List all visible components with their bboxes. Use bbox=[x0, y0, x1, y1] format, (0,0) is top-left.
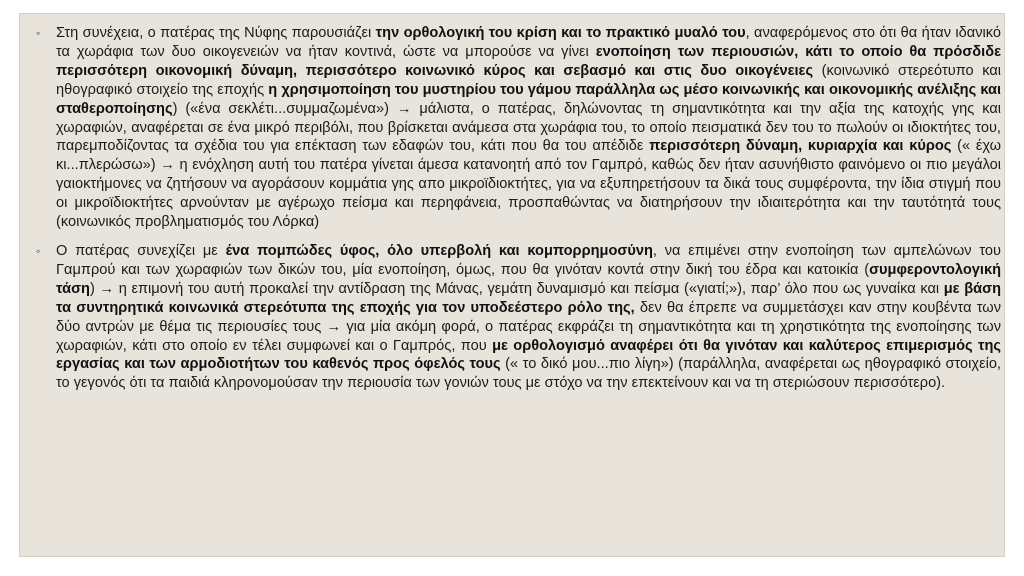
text-run: μάλιστα, ο πατέρας, δηλώνοντας τη σημαντικότητα και την αξία της κατοχής γης και χωραφιών, αναφέρεται σε ένα μικρό περιβόλι, που βρίσκεται ανάμεσα στα χωράφια του, το οποίο πεισματικά δεν του το πωλούν οι ιδιοκτήτες του, παρεμποδίζοντας τα σχέδια του για επέκταση των εδαφών του, κάτι που θα του απέδιδε bbox=[56, 100, 1001, 155]
bold-text-run: → bbox=[326, 318, 342, 335]
bullet-list bbox=[34, 24, 1001, 393]
paragraph-text bbox=[56, 25, 1001, 230]
text-run: δεν θα έπρεπε να συμμετάσχει καν στην κουβέντα των δύο αντρών με θέμα τις περιουσίες τους bbox=[56, 299, 1001, 335]
bold-text-run: ενοποίηση των περιουσιών, κάτι το οποίο θα πρόσδιδε περισσότερη οικονομική δύναμη, περισσότερο κοινωνικό κύρος και σεβασμό και στις δυο οικογένειες bbox=[56, 43, 1001, 79]
text-run: , αναφερόμενος στο ότι θα ήταν ιδανικό τα χωράφια των δυο οικογενειών να ήταν κοντινά, ώστε να μπορούσε να γίνει bbox=[56, 25, 1001, 60]
text-run: Στη συνέχεια, ο πατέρας της Νύφης παρουσιάζει bbox=[56, 25, 376, 41]
text-run: ) («ένα σεκλέτι...συμμαζωμένα») bbox=[172, 100, 397, 117]
bullet-paragraph bbox=[34, 242, 1001, 393]
text-run: (κοινωνικό στερεότυπο και ηθογραφικό στοιχείο της εποχής bbox=[56, 62, 1001, 98]
hollow-bullet-icon: ◦ bbox=[36, 243, 41, 258]
bold-text-run: περισσότερη δύναμη, κυριαρχία και κύρος bbox=[649, 138, 952, 155]
paragraph-text bbox=[56, 243, 1001, 391]
bold-text-run: με βάση τα συντηρητικά κοινωνικά στερεότυπα της εποχής για τον υποδεέστερο ρόλο της, bbox=[56, 280, 1002, 316]
bullet-paragraph bbox=[34, 24, 1001, 232]
text-run: (« το δικό μου...πιο λίγη») (παράλληλα, αναφέρεται ως ηθογραφικό στοιχείο, το γεγονός ότι τα παιδιά κληρονομούσαν την περιουσία των γονιών τους με στόχο να την επεκτείνουν και να τη στεριώσουν περισσότερο). bbox=[56, 356, 1001, 392]
bold-text-run: την ορθολογική του κρίση και το πρακτικό μυαλό του bbox=[375, 25, 746, 41]
bold-text-run: συμφεροντολογική τάση bbox=[56, 261, 1001, 297]
text-run: (« έχω κι...πλερώσω») bbox=[56, 138, 1001, 174]
bold-text-run: με ορθολογισμό αναφέρει ότι θα γινόταν και καλύτερος επιμερισμός της εργασίας και των αρμοδιοτήτων του καθενός προς όφελός τους bbox=[56, 337, 1001, 373]
text-run: , να επιμένει στην ενοποίηση των αμπελώνων του Γαμπρού και των χωραφιών των δικών του, μία ενοποίηση, όμως, που θα γινόταν κοντά στην δική του έδρα και κατοικία ( bbox=[56, 242, 1001, 278]
bold-text-run: → bbox=[396, 100, 412, 117]
text-run: η ενόχληση αυτή του πατέρα γίνεται άμεσα κατανοητή από τον Γαμπρό, καθώς δεν ήταν ασυνήθιστο φαινόμενο οι πιο μεγάλοι γαιοκτήμονες να ζητήσουν να αγοράσουν κομμάτια γης απο μικροϊδιοκτήτες, για να εξυπηρετήσουν τα δικά τους συμφέροντα, την ίδια στιγμή που οι μικροϊδιοκτήτες αρνούνταν με αγέρωχο πείσμα και περηφάνεια, προσπαθώντας να διατηρήσουν την ιδιαιτερότητα και την ταυτότητά τους (κοινωνικός προβληματισμός του Λόρκα) bbox=[56, 157, 1002, 231]
content-panel bbox=[19, 13, 1005, 557]
bold-text-run: η χρησιμοποίηση του μυστηρίου του γάμου παράλληλα ως μέσο κοινωνικής και οικονομικής ανέλιξης και σταθεροποίησης bbox=[56, 81, 1002, 117]
text-run: για μία ακόμη φορά, ο πατέρας εκφράζει τη σημαντικότητα και τη χρηστικότητα της ενοποίησης των χωραφιών, κάτι στο οποίο εν τέλει συμφωνεί και ο Γαμπρός, που bbox=[56, 318, 1001, 354]
text-run: Ο πατέρας συνεχίζει με bbox=[56, 242, 226, 259]
bold-text-run: ένα πομπώδες ύφος, όλο υπερβολή και κομπορρημοσύνη bbox=[225, 242, 653, 259]
hollow-bullet-icon: ◦ bbox=[36, 26, 41, 40]
text-run: ) bbox=[89, 280, 100, 297]
bold-text-run: → bbox=[160, 157, 175, 174]
text-run: η επιμονή του αυτή προκαλεί την αντίδραση της Μάνας, γεμάτη δυναμισμό και πείσμα («γιατί;»), παρ’ όλο που ως γυναίκα και bbox=[114, 280, 944, 297]
bold-text-run: → bbox=[99, 280, 115, 297]
